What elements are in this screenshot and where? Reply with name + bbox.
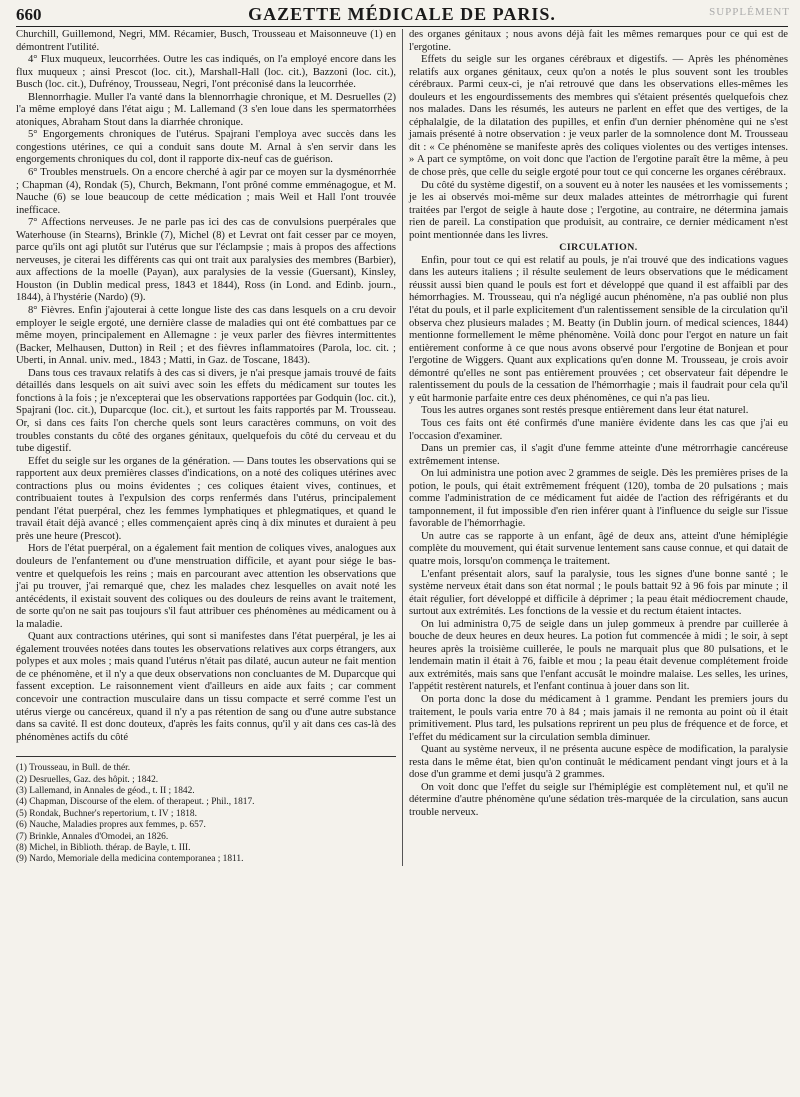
paragraph: Quant aux contractions utérines, qui sont si manifestes dans l'état puerpéral, je les ai également trouvées notées dans toutes les observations relatives aux corps étrangers, aux polypes et aux moles ; mais quand l'utérus n'était pas dilaté, aucun auteur ne fait mention de ce phénomène, et il n'y a que deux observations non concluantes de M. Duparcque qui fassent exception. Le raisonnement vient d'ailleurs en aide aux faits ; car comment concevoir une contraction musculaire dans un tissu compacte et serré comme l'est un utérus vierge ou cancéreux, quand il n'y a pas rétention de sang ou d'une autre substance dans sa cavité. Il est donc douteux, d'après les faits connus, qu'il y ait dans ces cas-là des phénomènes actifs du côté [16, 631, 396, 743]
paragraph: Tous les autres organes sont restés presque entièrement dans leur état naturel. [421, 405, 749, 417]
footnote: (7) Brinkle, Annales d'Omodei, an 1826. [16, 831, 169, 842]
section-heading: CIRCULATION. [559, 242, 638, 254]
paragraph: Hors de l'état puerpéral, on a également fait mention de coliques vives, analogues aux douleurs de l'enfantement ou d'une menstruation difficile, et ayant pour siége le bas-ventre et quelquefois les reins ; mais en parcourant avec attention les observations que j'ai pu trouver, j'ai remarqué que, chez les malades chez lesquelles on avait noté les antécédents, il existait souvent des coliques ou des douleurs de reins avant le traitement, de sorte qu'on ne sait pas toujours s'il faut attribuer ces phénomènes au médicament ou à la maladie. [16, 543, 396, 630]
paragraph: On voit donc que l'effet du seigle sur l'hémiplégie est complètement nul, et qu'il ne détermine d'autre phénomène qu'une sédation très-marquée de la circulation, sans aucun trouble nerveux. [409, 781, 788, 818]
paragraph: Du côté du système digestif, on a souvent eu à noter les nausées et les vomissements ; je les ai observés moi-même sur deux malades atteintes de métrorrhagie qui furent traitées par l'ergot de seigle à haute dose ; l'ergotine, au contraire, ne détermina jamais rien de pareil. La constipation que produisit, au contraire, ce dernier médicament n'est point mentionnée dans les livres. [409, 179, 788, 241]
left-column [16, 29, 403, 866]
paragraph: Churchill, Guillemond, Negri, MM. Récamier, Busch, Trousseau et Maisonneuve (1) en démontrent l'utilité. [16, 29, 396, 53]
footnote: (5) Rondak, Buchner's repertorium, t. IV ; 1818. [16, 808, 197, 819]
paragraph: Blennorrhagie. Muller l'a vanté dans la blennorrhagie chronique, et M. Desruelles (2) l'a même employé dans l'état aigu ; M. Lallemand (3 s'en loue dans les spermatorrhées atoniques, Abraham Stout dans la diarrhée chronique. [16, 91, 396, 128]
footnotes [16, 763, 396, 866]
footnote: (1) Trousseau, in Bull. de thér. [16, 763, 131, 774]
paragraph: Effet du seigle sur les organes de la génération. — Dans toutes les observations qui se rapportent aux deux premières classes d'indications, on a noté des coliques utérines avec contractions plus ou moins évidentes ; ces coliques étaient vives, continues, et contribuaient toutes à l'expulsion des corps renfermés dans l'utérus, principalement pendant l'état puerpéral, chez les femmes lymphatiques et phlegmatiques, et quand le travail était déjà avancé ; elles commençaient après cinq à dix minutes et duraient à peu près une heure (Prescot). [16, 455, 396, 542]
paragraph: 5° Engorgements chroniques de l'utérus. Spajrani l'employa avec succès dans les congestions utérines, ce qui a conduit sans doute M. Arnal à s'en servir dans les engorgements chroniques du col, dont il rapporte dix-neuf cas de guérison. [16, 129, 396, 166]
paragraph: Enfin, pour tout ce qui est relatif au pouls, je n'ai trouvé que des indications vagues dans les auteurs italiens ; il résulte seulement de leurs observations que le médicament réussit aussi bien quand le pouls est fort et développé que quand il est affaibli par des hémorrhagies. M. Trousseau, qui n'a négligé aucun phénomène, n'a pas oublié non plus l'état du pouls, et il parle explicitement d'un ralentissement sensible de la circulation qu'il observa chez plusieurs malades ; M. Beatty (in Dublin journ. of medical sciences, 1844) mentionne formellement le même phénomène. Voilà donc pour l'ergot en nature un fait entièrement conforme à ce que nous avons observé pour l'ergotine de Bonjean et pour l'ergotine de Wiggers. Quant aux explications qu'en donne M. Trousseau, je crois avoir démontré qu'elles ne sont pas entièrement prouvées ; cet observateur fait dépendre le ralentissement du pouls de la cessation de l'hémorrhagie ; mais il faudrait pour cela qu'il y eût harmonie parfaite entre ces deux phénomènes, ce qui n'a pas lieu. [409, 254, 788, 404]
footnote: (6) Nauche, Maladies propres aux femmes, p. 657. [16, 820, 206, 831]
paragraph: Tous ces faits ont été confirmés d'une manière évidente dans les cas que j'ai eu l'occasion d'examiner. [409, 417, 788, 442]
paragraph: Dans un premier cas, il s'agit d'une femme atteinte d'une métrorrhagie cancéreuse extrêmement intense. [409, 443, 788, 467]
paragraph: Dans tous ces travaux relatifs à des cas si divers, je n'ai presque jamais trouvé de faits détaillés dans lesquels on ait suivi avec soin les effets du médicament sur toutes les fonctions à la fois ; je n'excepterai que les observations rapportées par Godquin (loc. cit.), Spajrani (loc. cit.), Duparcque (loc. cit.), et surtout les faits rapportés par M. Trousseau. Or, si dans ces faits l'on cherche quels sont leurs caractères communs, on voit des troubles constants du côté des organes génitaux, quelquefois du côté du cerveau et du tube digestif. [16, 367, 396, 455]
footnote: (9) Nardo, Memoriale della medicina contemporanea ; 1811. [16, 854, 244, 865]
paragraph: On lui administra 0,75 de seigle dans un julep gommeux à prendre par cuillerée à bouche de deux heures en deux heures. La potion fut commencée à midi ; le soir, à sept heures après la troisième cuillerée, le pouls ne marquait plus que 80 pulsations, et le lendemain matin il était à 76, faible et mou ; la peau était devenue complétement froide aux extrémités, mais sans que l'enfant accusât le moindre malaise. Les selles, les urines, l'appétit restèrent naturels, et l'enfant continua à jouer dans son lit. [409, 618, 788, 693]
paragraph: L'enfant présentait alors, sauf la paralysie, tous les signes d'une bonne santé ; le système nerveux était dans son état normal ; le pouls battait 92 à 96 fois par minute ; il était régulier, fort développé et difficile à déprimer ; la peau était médiocrement chaude, surtout aux extrémités. Les fonctions de la vessie et du rectum étaient intactes. [409, 568, 788, 618]
footnote: (2) Desruelles, Gaz. des hôpit. ; 1842. [16, 774, 159, 785]
header-corner-text: SUPPLÉMENT [709, 6, 790, 18]
paragraph: On porta donc la dose du médicament à 1 gramme. Pendant les premiers jours du traitement, le pouls varia entre 70 à 84 ; mais jamais il ne remonta au point où il était primitivement. Plus tard, les pulsations reprirent un peu plus de fréquence et de force, et l'effet du médicament sur la circulation sembla diminuer. [409, 693, 788, 743]
footnote: (3) Lallemand, in Annales de géod., t. II ; 1842. [16, 785, 195, 796]
footnote: (4) Chapman, Discourse of the elem. of therapeut. ; Phil., 1817. [16, 797, 255, 808]
footnote-rule [16, 756, 396, 757]
right-column [403, 29, 788, 866]
paragraph: On lui administra une potion avec 2 grammes de seigle. Dès les premières prises de la potion, le pouls, qui était extrêmement fréquent (120), tomba de 20 pulsations ; mais comme l'administration de ce médicament fut aidée de l'action des réfrigérants et du tamponnement, il fut impossible d'en rien inférer quant à l'influence du seigle sur l'issue favorable de l'hémorrhagie. [409, 468, 788, 530]
paragraph: Effets du seigle sur les organes cérébraux et digestifs. — Après les phénomènes relatifs aux organes génitaux, ceux qu'on a notés le plus souvent sont les troubles cérébraux. Parmi ceux-ci, je n'ai retrouvé que dans les observations elles-mêmes les douleurs et les engourdissements des membres qui s'étaient présentés quelquefois chez nos malades. Dans les résumés, les auteurs ne parlent en effet que des vertiges, de la céphalalgie, de la dilatation des pupilles, et enfin d'un dernier phénomène qui ne s'est jamais présenté à notre observation : je veux parler de la somnolence dont M. Trousseau dit : « Ce phénomène se manifeste après des coliques violentes ou des vertiges intenses. » A part ce symptôme, on voit donc que l'action de l'ergotine paraît être la même, à peu de chose près, que celle du seigle ergoté pour tout ce qui concerne les organes cérébraux. [409, 54, 788, 179]
paragraph: 8° Fièvres. Enfin j'ajouterai à cette longue liste des cas dans lesquels on a cru devoir employer le seigle ergoté, une dernière classe de maladies qui ont été combattues par ce même moyen, principalement en Allemagne : je veux parler des fièvres intermittentes (Backer, Melhausen, Dutton) in Reil ; et des fièvres inflammatoires (Parola, loc. cit. ; Uberti, in Annal. univ. med., 1843 ; Matti, in Gaz. de Toscane, 1843). [16, 305, 396, 367]
running-header [16, 4, 788, 27]
article-columns [16, 29, 788, 866]
journal-title: GAZETTE MÉDICALE DE PARIS. [248, 4, 556, 24]
paragraph: 6° Troubles menstruels. On a encore cherché à agir par ce moyen sur la dysménorrhée ; Chapman (4), Rondak (5), Church, Bekmann, l'ont prôné comme emménagogue, et M. Nauche (6) se loue beaucoup de cette médication ; mais Weil et Hall l'ont trouvée inefficace. [16, 167, 396, 216]
page-number: 660 [16, 5, 42, 24]
footnote: (8) Michel, in Biblioth. thérap. de Bayle, t. III. [16, 843, 191, 854]
paragraph: 4° Flux muqueux, leucorrhées. Outre les cas indiqués, on l'a employé encore dans les flux muqueux ; ainsi Prescot (loc. cit.), Marshall-Hall (loc. cit.), Bazzoni (loc. cit.), Busch (loc. cit.), Dufrénoy, Trousseau, Negri, l'ont préconisé dans la leucorrhée. [16, 54, 396, 91]
paragraph: des organes génitaux ; nous avons déjà fait les mêmes remarques pour ce qui est de l'ergotine. [409, 29, 788, 53]
paragraph: Un autre cas se rapporte à un enfant, âgé de deux ans, atteint d'une hémiplégie complète du mouvement, qui était survenue lentement sans cause connue, et qui datait de quatre mois, lorsqu'on commença le traitement. [409, 530, 788, 567]
paragraph: 7° Affections nerveuses. Je ne parle pas ici des cas de convulsions puerpérales que Waterhouse (in Stearns), Brinkle (7), Michel (8) et Levrat ont fait cesser par ce moyen, parce qu'ils ont agi plutôt sur l'utérus que sur l'éclampsie ; mais à propos des affections nerveuses, je citerai les différents cas qui ont trait aux paralysies des membres (Barbier), aux affections de la moelle (Payan), aux paralysies de la vessie (Guersant), Kinsley, Houston (in Dublin medical press, 1843 et 1844), Ross (in Lond. and Edinb. journ., 1844), à l'hystérie (Nardo) (9). [16, 217, 396, 304]
paragraph: Quant au système nerveux, il ne présenta aucune espèce de modification, la paralysie resta dans le même état, bien qu'on continuât le médicament pendant vingt jours et à la dose d'un gramme et demi jusqu'à 2 grammes. [409, 744, 788, 781]
